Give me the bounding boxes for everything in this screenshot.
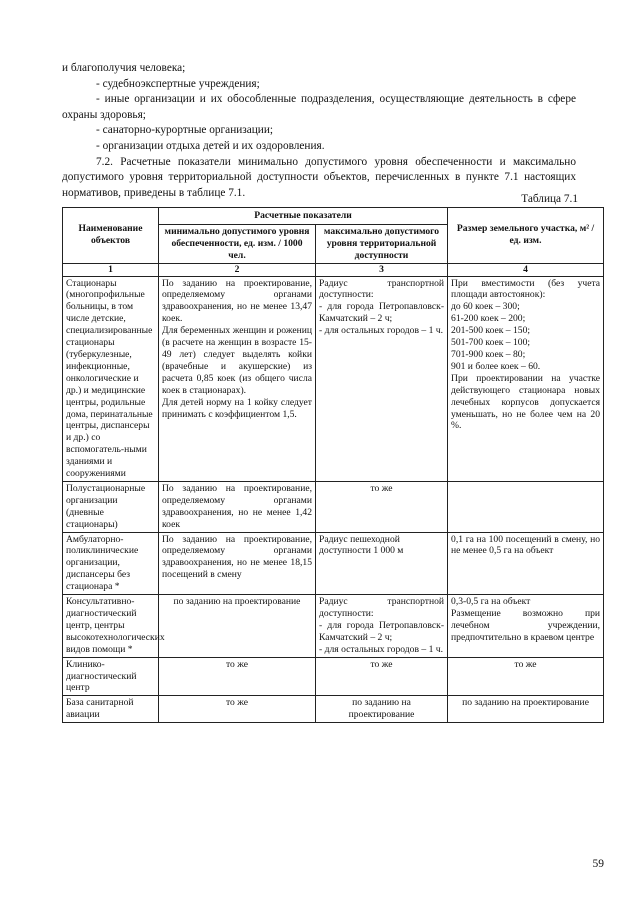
intro-bullet: - организации отдыха детей и их оздоровления. — [96, 139, 325, 152]
header-name: Наименование объектов — [63, 208, 159, 264]
cell-land-size: 0,1 га на 100 посещений в смену, но не менее 0,5 га на объект — [448, 532, 604, 595]
cell-line: Радиус транспортной доступности: — [319, 277, 445, 301]
norms-table — [62, 207, 604, 723]
cell-line: - для остальных городов – 1 ч. — [319, 325, 443, 337]
table-row — [63, 595, 604, 658]
table-header-row — [63, 208, 604, 225]
cell-line: - для города Петропавловск-Камчатский – 2 ч; — [319, 301, 445, 325]
cell-object-name: База санитарной авиации — [63, 696, 159, 723]
cell-line: При проектировании на участке действующего стационара новых лечебных корпусов допускается уменьшать, но не более чем на 20 %. — [451, 372, 601, 432]
cell-line: до 60 коек – 300; — [451, 301, 520, 313]
column-number-row — [63, 263, 604, 276]
cell-object-name: Полустационарные организации (дневные стационары) — [63, 481, 159, 532]
cell-min-level: по заданию на проектирование — [159, 595, 316, 658]
cell-min-level — [159, 276, 316, 481]
cell-line: Для беременных женщин и рожениц (в расчете на женщин в возрасте 15-49 лет) следует выделять койки (врачебные и акушерские) из расчета 0,85 коек (из общего числа коек в стационарах). — [162, 325, 312, 396]
cell-max-access: Радиус пешеходной доступности 1 000 м — [316, 532, 448, 595]
header-min: минимально допустимого уровня обеспеченности, ед. изм. / 1000 чел. — [159, 224, 316, 263]
cell-land-size — [448, 276, 604, 481]
cell-object-name: Амбулаторно-поликлинические организации, диспансеры без стационара * — [63, 532, 159, 595]
header-group: Расчетные показатели — [159, 208, 448, 225]
cell-object-name: Консультативно-диагностический центр, центры высокотехнологических видов помощи * — [63, 595, 159, 658]
cell-min-level: По заданию на проектирование, определяемому органами здравоохранения, но не менее 18,15 посещений в смену — [159, 532, 316, 595]
column-number: 4 — [448, 263, 604, 276]
column-number: 1 — [63, 263, 159, 276]
cell-max-access: то же — [316, 481, 448, 532]
intro-bullet: - судебноэкспертные учреждения; — [96, 77, 260, 90]
cell-line: 0,3-0,5 га на объект — [451, 596, 531, 608]
cell-land-size — [448, 481, 604, 532]
table-row — [63, 276, 604, 481]
cell-object-name: Стационары (многопрофильные больницы, в том числе детские, специализированные стационары (туберкулезные, инфекционные, онкологические и др.) и медицинские центры, родильные дома, перинатальные центры, диспансеры и др.) со вспомогатель-ными зданиями и сооружениями — [63, 276, 159, 481]
cell-max-access — [316, 595, 448, 658]
intro-paragraph: 7.2. Расчетные показатели минимально допустимого уровня обеспеченности и максимально допустимого уровня территориальной доступности объектов, перечисленных в пункте 7.1 настоящих нормативов, приведены в таблице 7.1. — [62, 155, 576, 199]
cell-line: Для детей норму на 1 койку следует принимать с коэффициентом 1,5. — [162, 396, 312, 420]
cell-line: По заданию на проектирование, определяемому органами здравоохранения, но не менее 13,47 коек. — [162, 277, 312, 325]
cell-min-level: то же — [159, 696, 316, 723]
table-row — [63, 657, 604, 696]
cell-line: 201-500 коек – 150; — [451, 325, 531, 337]
cell-object-name: Клинико-диагностический центр — [63, 657, 159, 696]
intro-bullet: - санаторно-курортные организации; — [96, 124, 274, 137]
cell-line: - для города Петропавловск-Камчатский – 2 ч; — [319, 619, 445, 643]
cell-land-size: то же — [448, 657, 604, 696]
table-caption: Таблица 7.1 — [521, 193, 578, 205]
intro-line: и благополучия человека; — [62, 62, 186, 74]
cell-land-size: по заданию на проектирование — [448, 696, 604, 723]
column-number: 2 — [159, 263, 316, 276]
page-number: 59 — [592, 858, 604, 870]
cell-max-access: то же — [316, 657, 448, 696]
header-land: Размер земельного участка, м² / ед. изм. — [448, 208, 604, 264]
header-max: максимально допустимого уровня территориальной доступности — [316, 224, 448, 263]
intro-text — [62, 61, 576, 201]
cell-line: Радиус транспортной доступности: — [319, 596, 445, 619]
cell-land-size — [448, 595, 604, 658]
cell-min-level: По заданию на проектирование, определяемому органами здравоохранения, но не менее 1,42 коек — [159, 481, 316, 532]
cell-line: 701-900 коек – 80; — [451, 348, 526, 360]
cell-line: - для остальных городов – 1 ч. — [319, 643, 443, 655]
cell-max-access — [316, 276, 448, 481]
cell-line: 501-700 коек – 100; — [451, 337, 531, 349]
intro-bullet: - иные организации и их обособленные подразделения, осуществляющие деятельность в сфере охраны здоровья; — [62, 93, 576, 121]
cell-max-access: по заданию на проектирование — [316, 696, 448, 723]
table-row — [63, 696, 604, 723]
cell-line: 901 и более коек – 60. — [451, 360, 541, 372]
cell-line: Размещение возможно при лечебном учреждении, предпочтительно в краевом центре — [451, 608, 601, 643]
cell-min-level: то же — [159, 657, 316, 696]
table-row — [63, 481, 604, 532]
table-row — [63, 532, 604, 595]
column-number: 3 — [316, 263, 448, 276]
cell-line: При вместимости (без учета площади автостоянок): — [451, 277, 601, 301]
cell-line: 61-200 коек – 200; — [451, 313, 526, 325]
